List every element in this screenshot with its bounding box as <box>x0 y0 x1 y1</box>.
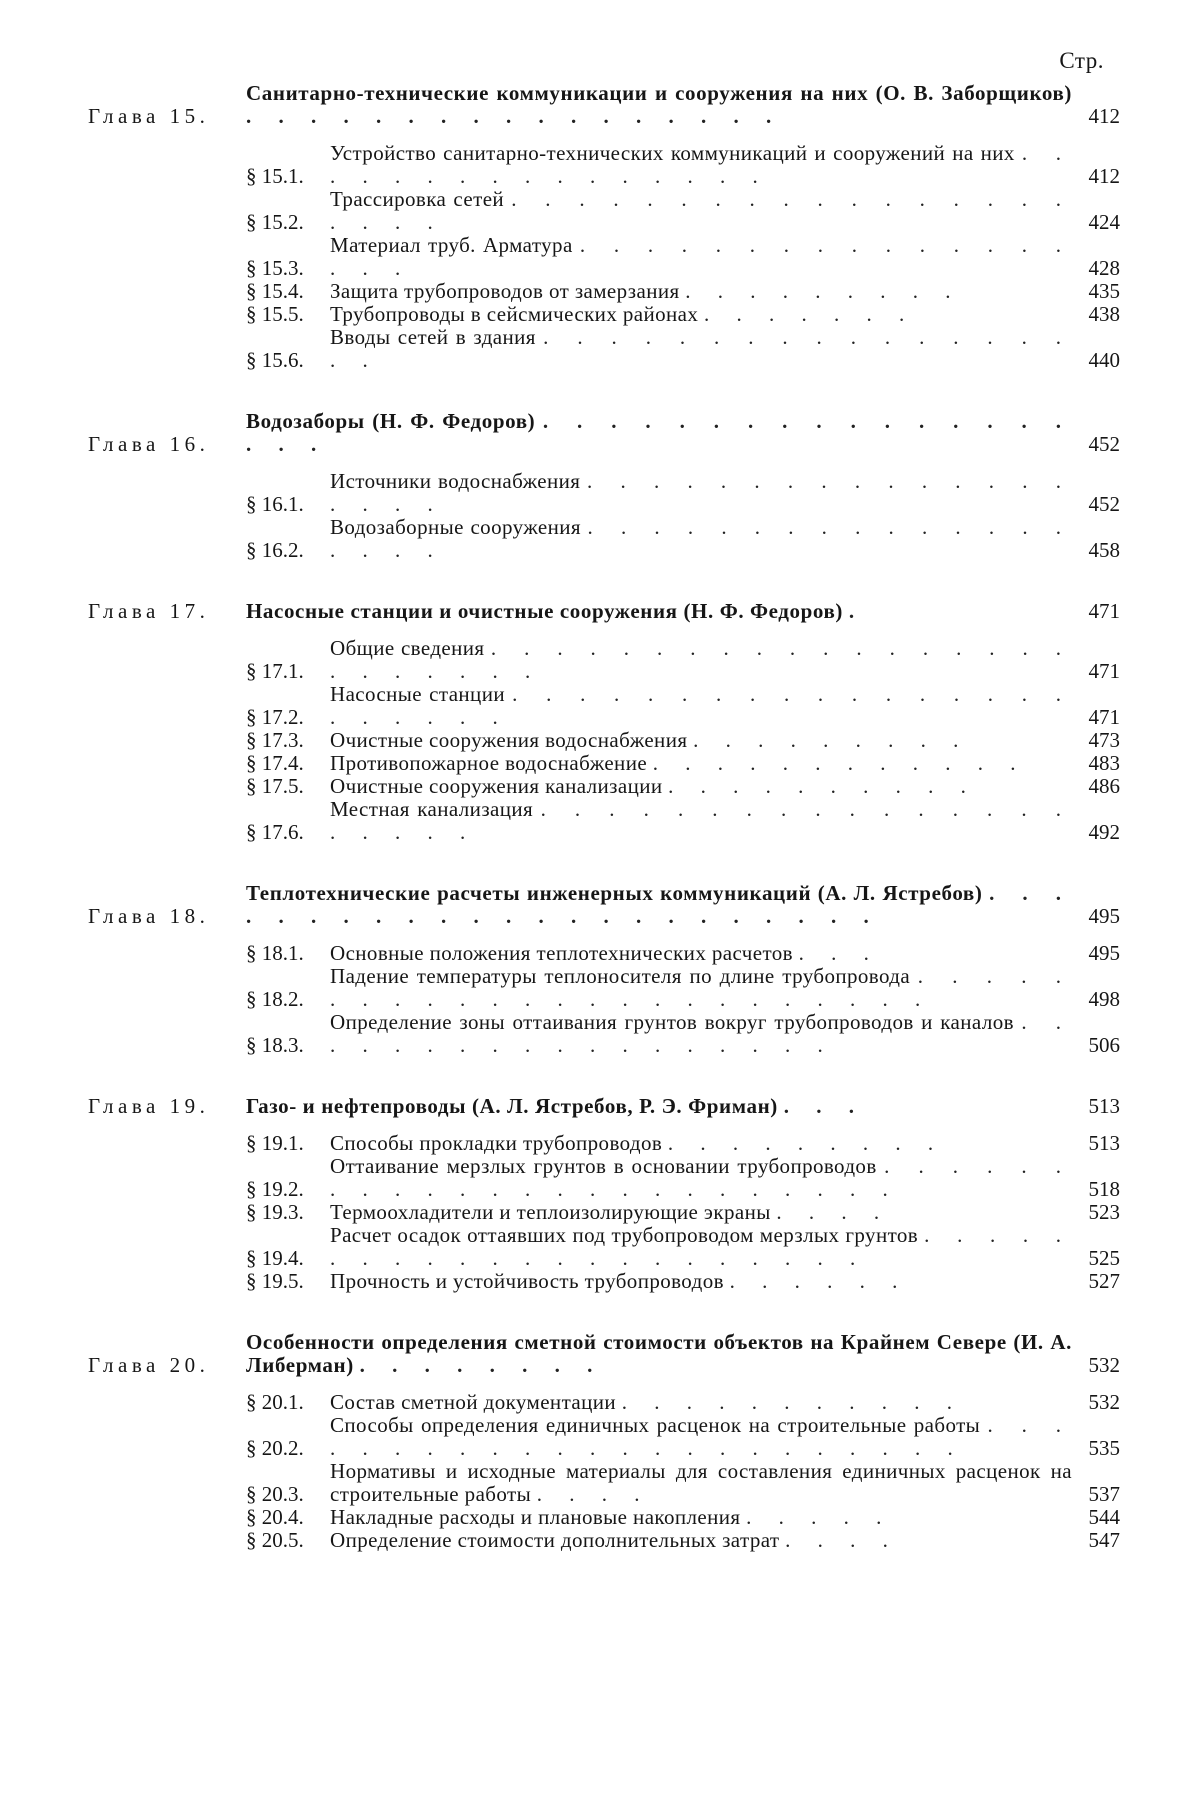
page-number: 513 <box>1088 1131 1120 1155</box>
section-title: Источники водоснабжения . . . . . . . . . . . . . . . . . . . <box>330 469 1072 516</box>
page-number: 486 <box>1088 774 1120 798</box>
section-number: § 17.4. <box>246 751 304 775</box>
section-entry <box>246 1529 1120 1552</box>
section-title: Водозаборные сооружения . . . . . . . . . . . . . . . . . . . <box>330 515 1073 562</box>
section-number: § 19.5. <box>246 1269 304 1293</box>
section-title: Местная канализация . . . . . . . . . . . . . . . . . . . . . <box>330 797 1072 844</box>
section-number: § 19.2. <box>246 1177 304 1201</box>
chapter-title: Газо- и нефтепроводы (А. Л. Ястребов, Р. Э. Фриман) . . . <box>246 1094 866 1118</box>
section-title: Определение зоны оттаивания грунтов вокруг трубопроводов и каналов . . . . . . . . . . . . . . . . . . <box>330 1010 1073 1057</box>
section-number: § 20.1. <box>246 1390 304 1414</box>
page-number: 438 <box>1088 302 1120 326</box>
chapter-title: Особенности определения сметной стоимости объектов на Крайнем Севере (И. А. Либерман) . . . . . . . . <box>246 1330 1072 1377</box>
section-title: Прочность и устойчивость трубопроводов . . . . . . <box>330 1269 909 1293</box>
page-number: 518 <box>1088 1177 1120 1201</box>
chapter-heading <box>88 600 1120 623</box>
page-number: 495 <box>1088 904 1120 928</box>
section-title: Определение стоимости дополнительных затрат . . . . <box>330 1528 899 1552</box>
section-entry <box>246 752 1120 775</box>
section-title: Оттаивание мерзлых грунтов в основании трубопроводов . . . . . . . . . . . . . . . . . . . . . . . . <box>330 1154 1073 1201</box>
page-column-label: Стр. <box>1059 48 1104 73</box>
section-entry <box>246 516 1120 562</box>
page-number: 544 <box>1088 1505 1120 1529</box>
section-entry <box>246 1506 1120 1529</box>
section-number: § 20.3. <box>246 1482 304 1506</box>
chapter-heading <box>88 82 1120 128</box>
page-number: 513 <box>1088 1094 1120 1118</box>
section-number: § 15.6. <box>246 348 304 372</box>
section-entry <box>246 775 1120 798</box>
section-title: Устройство санитарно-технических коммуникаций и сооружений на них . . . . . . . . . . . . . . . . <box>330 141 1072 188</box>
page-number: 424 <box>1088 210 1120 234</box>
section-number: § 15.1. <box>246 164 304 188</box>
section-title: Трассировка сетей . . . . . . . . . . . . . . . . . . . . . <box>330 187 1073 234</box>
page-number: 506 <box>1088 1033 1120 1057</box>
section-entry <box>246 942 1120 965</box>
section-entry <box>246 1270 1120 1293</box>
section-entry <box>246 798 1120 844</box>
section-entry <box>246 234 1120 280</box>
section-title: Накладные расходы и плановые накопления . . . . . <box>330 1505 893 1529</box>
section-number: § 18.3. <box>246 1033 304 1057</box>
chapter-heading <box>88 410 1120 456</box>
page-number: 537 <box>1088 1482 1120 1506</box>
chapter-title: Водозаборы (Н. Ф. Федоров) . . . . . . . . . . . . . . . . . . . <box>246 409 1072 456</box>
chapter-title: Санитарно-технические коммуникации и сооружения на них (О. В. Заборщиков) . . . . . . . . . . . . . . . . . <box>246 81 1072 128</box>
section-number: § 17.1. <box>246 659 304 683</box>
chapter-label: Глава 15. <box>88 104 210 128</box>
section-entry <box>246 470 1120 516</box>
chapter-heading <box>88 1095 1120 1118</box>
chapter-title: Теплотехнические расчеты инженерных коммуникаций (А. Л. Ястребов) . . . . . . . . . . . . . . . . . . . . . . . <box>246 881 1072 928</box>
page-number: 535 <box>1088 1436 1120 1460</box>
chapter-label: Глава 16. <box>88 432 210 456</box>
section-title: Основные положения теплотехнических расчетов . . . <box>330 941 880 965</box>
page-number: 492 <box>1088 820 1120 844</box>
section-number: § 20.4. <box>246 1505 304 1529</box>
section-title: Противопожарное водоснабжение . . . . . . . . . . . . <box>330 751 1027 775</box>
section-entry <box>246 729 1120 752</box>
section-entry <box>246 1224 1120 1270</box>
section-title: Термоохладители и теплоизолирующие экраны . . . . <box>330 1200 891 1224</box>
chapter-label: Глава 20. <box>88 1353 210 1377</box>
section-entry <box>246 965 1120 1011</box>
section-number: § 15.4. <box>246 279 304 303</box>
section-title: Насосные станции . . . . . . . . . . . . . . . . . . . . . . . <box>330 682 1073 729</box>
page-number: 452 <box>1088 432 1120 456</box>
page-number: 495 <box>1088 941 1120 965</box>
chapter-title: Насосные станции и очистные сооружения (Н. Ф. Федоров) . <box>246 599 866 623</box>
table-of-contents <box>88 82 1120 1590</box>
section-title: Падение температуры теплоносителя по длине трубопровода . . . . . . . . . . . . . . . . . . . . . . . . <box>330 964 1072 1011</box>
chapter-16 <box>88 410 1120 562</box>
chapter-19 <box>88 1095 1120 1293</box>
section-entry <box>246 188 1120 234</box>
page-number: 532 <box>1088 1390 1120 1414</box>
section-number: § 19.3. <box>246 1200 304 1224</box>
section-title: Состав сметной документации . . . . . . . . . . . <box>330 1390 963 1414</box>
section-number: § 19.4. <box>246 1246 304 1270</box>
page-number: 471 <box>1088 705 1120 729</box>
section-number: § 17.2. <box>246 705 304 729</box>
section-title: Вводы сетей в здания . . . . . . . . . . . . . . . . . . <box>330 325 1072 372</box>
section-entry <box>246 683 1120 729</box>
section-entry <box>246 1132 1120 1155</box>
section-entry <box>246 1460 1120 1506</box>
page-number: 458 <box>1088 538 1120 562</box>
page-number: 523 <box>1088 1200 1120 1224</box>
section-number: § 15.3. <box>246 256 304 280</box>
page-number: 412 <box>1088 164 1120 188</box>
section-title: Защита трубопроводов от замерзания . . . . . . . . . <box>330 279 962 303</box>
chapter-label: Глава 17. <box>88 599 210 623</box>
section-title: Общие сведения . . . . . . . . . . . . . . . . . . . . . . . . . <box>330 636 1073 683</box>
section-entry <box>246 1391 1120 1414</box>
section-number: § 18.1. <box>246 941 304 965</box>
page-number: 428 <box>1088 256 1120 280</box>
page-number: 452 <box>1088 492 1120 516</box>
chapter-20 <box>88 1331 1120 1552</box>
section-title: Расчет осадок оттаявших под трубопроводом мерзлых грунтов . . . . . . . . . . . . . . . . . . . . . . <box>330 1223 1073 1270</box>
section-entry <box>246 1155 1120 1201</box>
section-title: Очистные сооружения водоснабжения . . . . . . . . . <box>330 728 970 752</box>
chapter-label: Глава 18. <box>88 904 210 928</box>
chapter-18 <box>88 882 1120 1057</box>
section-number: § 19.1. <box>246 1131 304 1155</box>
section-number: § 20.2. <box>246 1436 304 1460</box>
section-entry <box>246 1201 1120 1224</box>
chapter-label: Глава 19. <box>88 1094 210 1118</box>
section-title: Трубопроводы в сейсмических районах . . . . . . . <box>330 302 916 326</box>
page-number: 440 <box>1088 348 1120 372</box>
section-entry <box>246 1414 1120 1460</box>
section-entry <box>246 303 1120 326</box>
page-number: 473 <box>1088 728 1120 752</box>
section-number: § 15.5. <box>246 302 304 326</box>
page-number: 527 <box>1088 1269 1120 1293</box>
chapter-heading <box>88 882 1120 928</box>
section-title: Нормативы и исходные материалы для составления единичных расценок на строительные работы . . . . <box>330 1459 1072 1506</box>
page-number: 498 <box>1088 987 1120 1011</box>
page-number: 435 <box>1088 279 1120 303</box>
section-number: § 15.2. <box>246 210 304 234</box>
section-entry <box>246 637 1120 683</box>
page-number: 412 <box>1088 104 1120 128</box>
chapter-15 <box>88 82 1120 372</box>
section-entry <box>246 280 1120 303</box>
chapter-heading <box>88 1331 1120 1377</box>
section-title: Материал труб. Арматура . . . . . . . . . . . . . . . . . . <box>330 233 1073 280</box>
section-entry <box>246 142 1120 188</box>
section-title: Способы определения единичных расценок на строительные работы . . . . . . . . . . . . . . . . . . . . . . . <box>330 1413 1072 1460</box>
section-number: § 17.5. <box>246 774 304 798</box>
section-title: Способы прокладки трубопроводов . . . . . . . . . <box>330 1131 945 1155</box>
section-entry <box>246 326 1120 372</box>
section-number: § 16.2. <box>246 538 304 562</box>
page-number: 525 <box>1088 1246 1120 1270</box>
page-number: 471 <box>1088 599 1120 623</box>
page-number: 547 <box>1088 1528 1120 1552</box>
section-title: Очистные сооружения канализации . . . . . . . . . . <box>330 774 977 798</box>
page-number: 532 <box>1088 1353 1120 1377</box>
section-number: § 18.2. <box>246 987 304 1011</box>
section-number: § 17.3. <box>246 728 304 752</box>
section-number: § 17.6. <box>246 820 304 844</box>
chapter-17 <box>88 600 1120 844</box>
page-number: 471 <box>1088 659 1120 683</box>
section-number: § 20.5. <box>246 1528 304 1552</box>
section-number: § 16.1. <box>246 492 304 516</box>
section-entry <box>246 1011 1120 1057</box>
page-number: 483 <box>1088 751 1120 775</box>
